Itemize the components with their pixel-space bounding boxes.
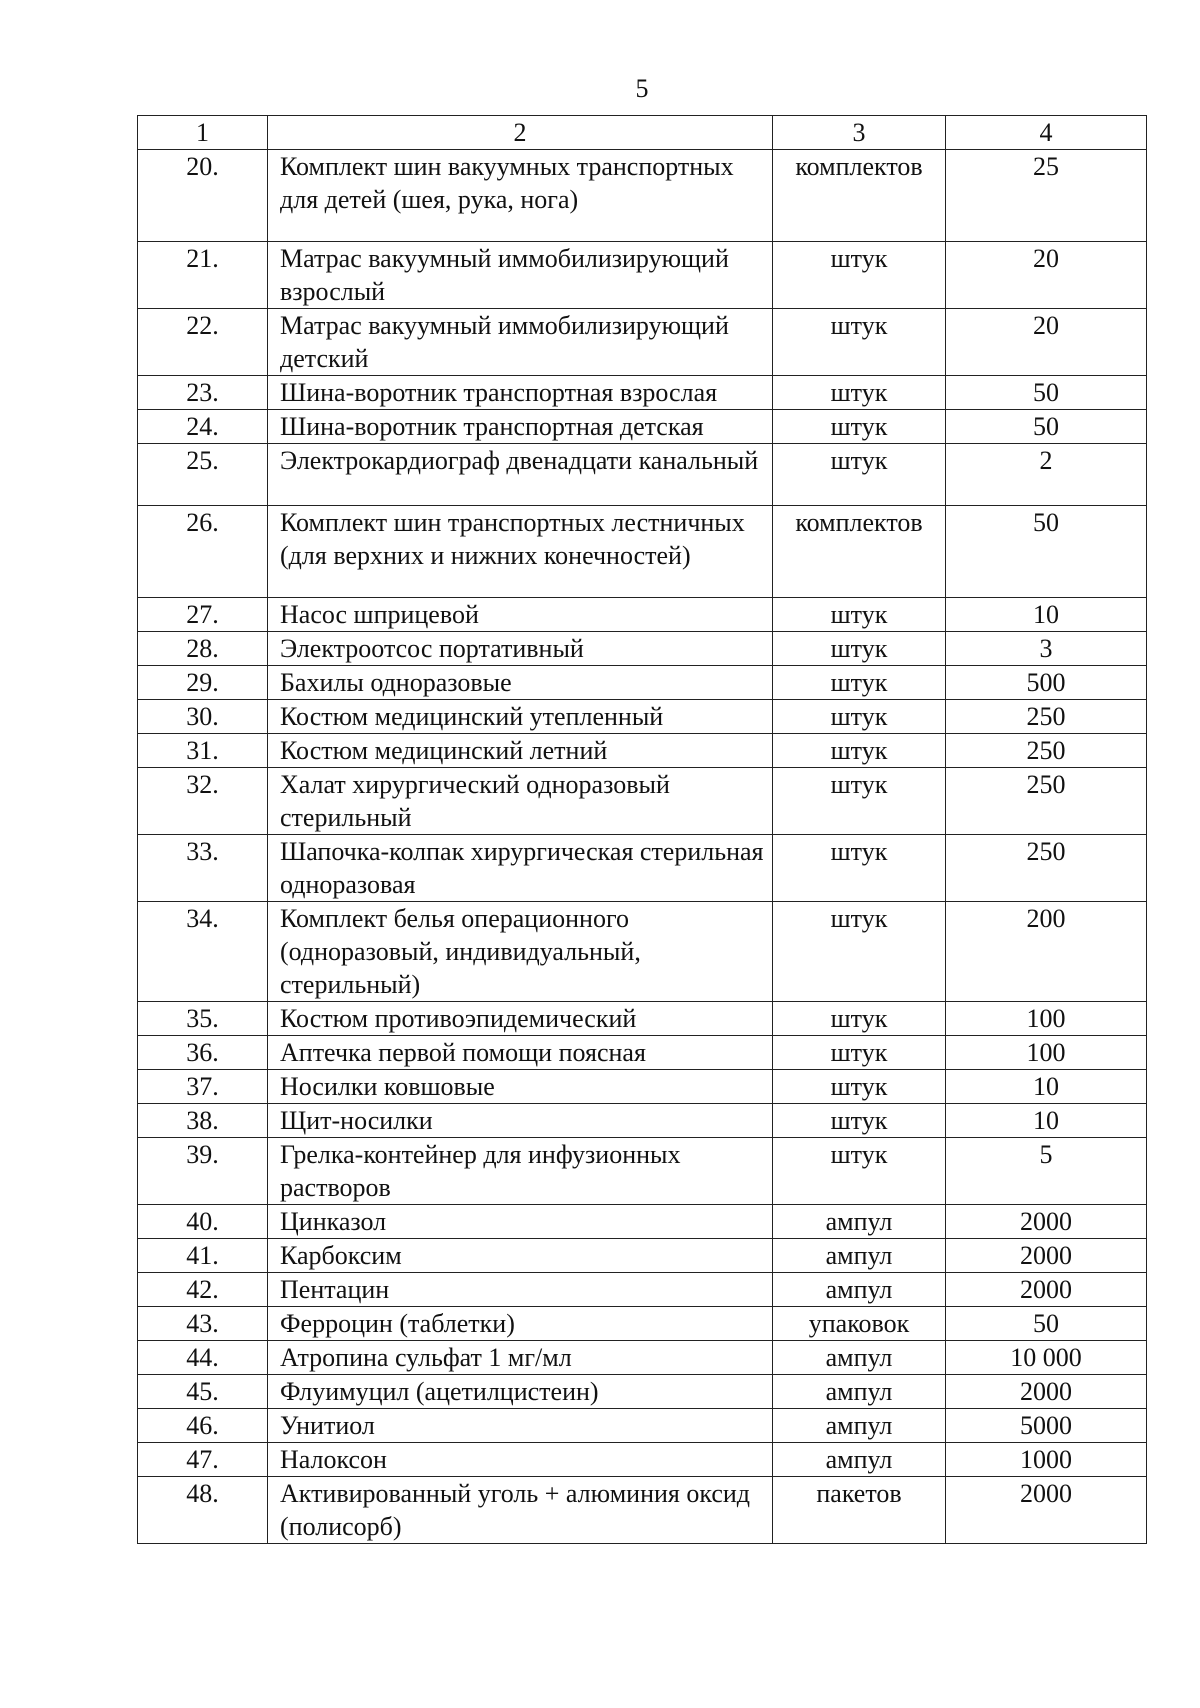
item-name: Комплект белья операционного (одноразовый, индивидуальный, стерильный) [268, 902, 773, 1002]
table-row [138, 444, 1147, 506]
table-row [138, 734, 1147, 768]
item-unit: пакетов [773, 1477, 946, 1544]
row-number: 32. [138, 768, 268, 835]
row-number: 48. [138, 1477, 268, 1544]
item-unit: ампул [773, 1205, 946, 1239]
item-quantity: 200 [946, 902, 1147, 1002]
item-name: Карбоксим [268, 1239, 773, 1273]
table-row [138, 1307, 1147, 1341]
row-number: 26. [138, 505, 268, 597]
item-unit: ампул [773, 1443, 946, 1477]
item-quantity: 50 [946, 410, 1147, 444]
row-number: 24. [138, 410, 268, 444]
row-number: 35. [138, 1002, 268, 1036]
item-name: Пентацин [268, 1273, 773, 1307]
item-quantity: 25 [946, 150, 1147, 242]
table-row [138, 410, 1147, 444]
item-name: Аптечка первой помощи поясная [268, 1036, 773, 1070]
item-unit: штук [773, 410, 946, 444]
item-unit: штук [773, 902, 946, 1002]
item-unit: штук [773, 1138, 946, 1205]
item-quantity: 2000 [946, 1375, 1147, 1409]
table-row [138, 1036, 1147, 1070]
table-row [138, 1239, 1147, 1273]
row-number: 41. [138, 1239, 268, 1273]
row-number: 31. [138, 734, 268, 768]
row-number: 38. [138, 1104, 268, 1138]
item-quantity: 500 [946, 666, 1147, 700]
row-number: 28. [138, 632, 268, 666]
table-row [138, 242, 1147, 309]
item-quantity: 2000 [946, 1273, 1147, 1307]
row-number: 39. [138, 1138, 268, 1205]
header-col-1: 1 [138, 116, 268, 150]
item-unit: ампул [773, 1239, 946, 1273]
page-number: 5 [635, 74, 649, 103]
item-name: Унитиол [268, 1409, 773, 1443]
item-name: Комплект шин вакуумных транспортных для детей (шея, рука, нога) [268, 150, 773, 242]
row-number: 36. [138, 1036, 268, 1070]
row-number: 45. [138, 1375, 268, 1409]
item-quantity: 50 [946, 505, 1147, 597]
item-unit: штук [773, 1036, 946, 1070]
header-col-2: 2 [268, 116, 773, 150]
item-quantity: 2 [946, 444, 1147, 506]
table-row [138, 835, 1147, 902]
table-row [138, 598, 1147, 632]
row-number: 30. [138, 700, 268, 734]
item-name: Халат хирургический одноразовый стерильный [268, 768, 773, 835]
table-row [138, 150, 1147, 242]
row-number: 21. [138, 242, 268, 309]
item-name: Активированный уголь + алюминия оксид (полисорб) [268, 1477, 773, 1544]
table-row [138, 902, 1147, 1002]
item-quantity: 10 [946, 1070, 1147, 1104]
item-quantity: 50 [946, 376, 1147, 410]
item-quantity: 5000 [946, 1409, 1147, 1443]
item-name: Щит-носилки [268, 1104, 773, 1138]
table-row [138, 1375, 1147, 1409]
item-name: Электрокардиограф двенадцати канальный [268, 444, 773, 506]
item-quantity: 250 [946, 768, 1147, 835]
header-col-4: 4 [946, 116, 1147, 150]
row-number: 23. [138, 376, 268, 410]
item-unit: упаковок [773, 1307, 946, 1341]
item-quantity: 10 000 [946, 1341, 1147, 1375]
item-unit: штук [773, 734, 946, 768]
item-name: Шина-воротник транспортная взрослая [268, 376, 773, 410]
item-quantity: 3 [946, 632, 1147, 666]
row-number: 33. [138, 835, 268, 902]
item-quantity: 10 [946, 598, 1147, 632]
item-unit: ампул [773, 1409, 946, 1443]
row-number: 27. [138, 598, 268, 632]
item-quantity: 50 [946, 1307, 1147, 1341]
item-name: Носилки ковшовые [268, 1070, 773, 1104]
item-name: Комплект шин транспортных лестничных (для верхних и нижних конечностей) [268, 505, 773, 597]
row-number: 46. [138, 1409, 268, 1443]
row-number: 22. [138, 309, 268, 376]
item-unit: комплектов [773, 505, 946, 597]
item-unit: ампул [773, 1375, 946, 1409]
item-unit: штук [773, 768, 946, 835]
item-name: Шина-воротник транспортная детская [268, 410, 773, 444]
item-unit: штук [773, 666, 946, 700]
item-unit: штук [773, 700, 946, 734]
table-row [138, 1205, 1147, 1239]
row-number: 42. [138, 1273, 268, 1307]
table-row [138, 1477, 1147, 1544]
table-row [138, 1273, 1147, 1307]
item-name: Матрас вакуумный иммобилизирующий взрослый [268, 242, 773, 309]
item-quantity: 2000 [946, 1477, 1147, 1544]
item-unit: штук [773, 835, 946, 902]
item-unit: штук [773, 1002, 946, 1036]
item-quantity: 250 [946, 734, 1147, 768]
table-row [138, 376, 1147, 410]
item-unit: штук [773, 376, 946, 410]
table-row [138, 1138, 1147, 1205]
item-name: Электроотсос портативный [268, 632, 773, 666]
item-unit: штук [773, 632, 946, 666]
table-row [138, 505, 1147, 597]
table-header-row [138, 116, 1147, 150]
item-unit: штук [773, 1070, 946, 1104]
item-unit: комплектов [773, 150, 946, 242]
table-row [138, 1341, 1147, 1375]
row-number: 29. [138, 666, 268, 700]
table-row [138, 1104, 1147, 1138]
item-quantity: 20 [946, 242, 1147, 309]
table-row [138, 632, 1147, 666]
item-unit: штук [773, 598, 946, 632]
equipment-table [137, 115, 1147, 1544]
row-number: 37. [138, 1070, 268, 1104]
item-quantity: 1000 [946, 1443, 1147, 1477]
item-quantity: 100 [946, 1036, 1147, 1070]
item-name: Матрас вакуумный иммобилизирующий детский [268, 309, 773, 376]
header-col-3: 3 [773, 116, 946, 150]
row-number: 34. [138, 902, 268, 1002]
row-number: 20. [138, 150, 268, 242]
item-quantity: 2000 [946, 1239, 1147, 1273]
item-name: Грелка-контейнер для инфузионных растворов [268, 1138, 773, 1205]
item-name: Шапочка-колпак хирургическая стерильная одноразовая [268, 835, 773, 902]
row-number: 25. [138, 444, 268, 506]
item-unit: ампул [773, 1341, 946, 1375]
item-name: Ферроцин (таблетки) [268, 1307, 773, 1341]
item-quantity: 20 [946, 309, 1147, 376]
table-row [138, 666, 1147, 700]
item-name: Налоксон [268, 1443, 773, 1477]
row-number: 40. [138, 1205, 268, 1239]
item-unit: штук [773, 309, 946, 376]
table-row [138, 1443, 1147, 1477]
item-name: Костюм противоэпидемический [268, 1002, 773, 1036]
table-row [138, 1002, 1147, 1036]
item-quantity: 250 [946, 835, 1147, 902]
item-quantity: 5 [946, 1138, 1147, 1205]
item-unit: штук [773, 242, 946, 309]
item-name: Насос шприцевой [268, 598, 773, 632]
item-name: Флуимуцил (ацетилцистеин) [268, 1375, 773, 1409]
table-row [138, 1409, 1147, 1443]
item-unit: штук [773, 1104, 946, 1138]
item-quantity: 250 [946, 700, 1147, 734]
item-unit: ампул [773, 1273, 946, 1307]
item-name: Бахилы одноразовые [268, 666, 773, 700]
item-name: Костюм медицинский утепленный [268, 700, 773, 734]
item-name: Атропина сульфат 1 мг/мл [268, 1341, 773, 1375]
item-quantity: 2000 [946, 1205, 1147, 1239]
row-number: 43. [138, 1307, 268, 1341]
item-quantity: 100 [946, 1002, 1147, 1036]
table-row [138, 309, 1147, 376]
item-quantity: 10 [946, 1104, 1147, 1138]
table-body [138, 150, 1147, 1544]
table-row [138, 700, 1147, 734]
item-name: Цинказол [268, 1205, 773, 1239]
table-row [138, 1070, 1147, 1104]
item-name: Костюм медицинский летний [268, 734, 773, 768]
item-unit: штук [773, 444, 946, 506]
row-number: 44. [138, 1341, 268, 1375]
table-row [138, 768, 1147, 835]
row-number: 47. [138, 1443, 268, 1477]
